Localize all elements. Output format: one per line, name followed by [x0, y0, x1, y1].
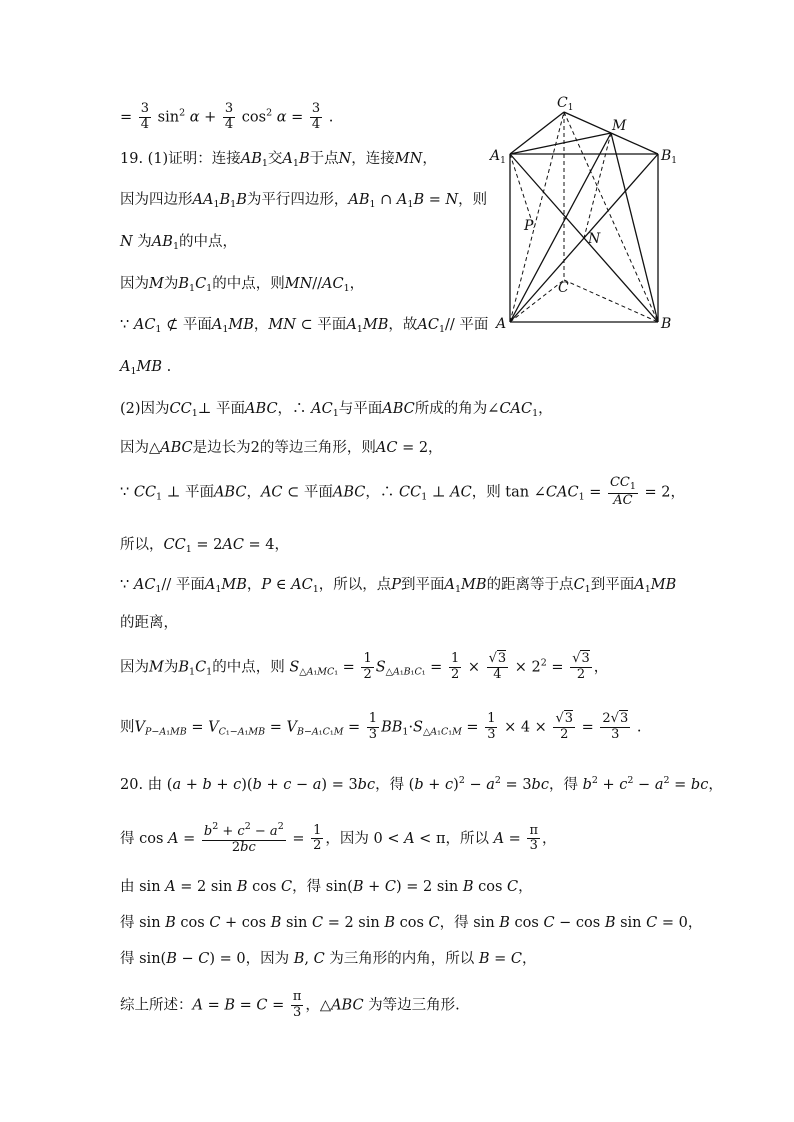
text-line-12: 的距离，	[120, 615, 178, 631]
eq-line-15: 20. 由 (a + b + c)(b + c − a) = 3bc，得 $(b + c)^2 - a^2 = 3bc$，得 $b^2 + c^2 - a^2$ = bc，	[120, 775, 723, 793]
label-B: B	[661, 316, 672, 332]
text-line-10: 所以，$CC_1 = 2AC = 4$，	[120, 537, 290, 555]
text-line-19: 得 sin(B − C) = 0，因为 B, C 为三角形的内角，所以 B = C，	[120, 951, 537, 967]
edge-MB1	[611, 133, 658, 154]
edge-A1C1	[510, 112, 564, 154]
edge-C1M	[564, 112, 611, 133]
eq-line-20: 综上所述：A = B = C = $\frac{\pi}{3}$ ，△ABC 为等边三角形.	[120, 989, 460, 1020]
text-line-17: 由 sin A = 2 sin B cos C，得 sin(B + C) = 2 sin B cos C，	[120, 879, 533, 895]
label-N: N	[588, 231, 601, 247]
label-C1: $C_1$	[557, 95, 574, 113]
text-line-6: $A_1MB$ .	[120, 359, 172, 377]
text-line-8: 因为△ABC是边长为2的等边三角形，则AC = 2，	[120, 440, 443, 456]
eq-line-14: 则$V_{P-A_1MB} = V_{C_1-A_1MB} = V_{B-A_1C_1M}$ = $\frac{1}{3}$ $BB_1\cdot S_{\triangle A_1C_1M}$ = $\frac{1}{3}$ × 4 × $\frac{√3}{2}$ = $\frac{2√3}{3}$ .	[120, 711, 642, 742]
prism-figure	[486, 92, 686, 337]
label-A: A	[496, 316, 507, 332]
eq-line-13: 因为M为$B_1C_1$的中点，则 $S_{\triangle A_1MC_1}$ = $\frac{1}{2}$ $S_{\triangle A_1B_1C_1}$ = $\frac{1}{2}$ × $\frac{√3}{4}$ × $2^2$ = $\frac{√3}{2}$ ，	[120, 651, 609, 682]
label-C: C	[558, 280, 569, 296]
eq-line-16: 得 cos A = $\frac{b^2 + c^2 - a^2}{2bc}$ = $\frac{1}{2}$ ，因为 0 < A < π，所以 A = $\frac{\pi}{3}$ ，	[120, 821, 557, 855]
edge-A1P	[510, 154, 534, 228]
text-line-11: ∵ $AC_1//$ 平面$A_1MB$，P ∈ $AC_1$，所以，点P到平面$A_1MB$的距离等于点$C_1$到平面$A_1MB$	[120, 577, 677, 595]
eq-line-0: = $\frac{3}{4}$ $\sin^2 \alpha$ + $\frac{3}{4}$ $\cos^2 \alpha$ = $\frac{3}{4}$ .	[120, 101, 334, 132]
text-line-7: (2)因为$CC_1\perp$ 平面ABC，∴ $AC_1$与平面ABC所成的角为$\angle CAC_1$，	[120, 401, 553, 419]
label-P: P	[524, 218, 534, 234]
text-line-18: 得 sin B cos C + cos B sin C = 2 sin B cos C，得 sin B cos C − cos B sin C = 0，	[120, 915, 703, 931]
edge-CB	[564, 280, 658, 322]
label-A1: $A_1$	[490, 148, 506, 166]
text-line-3: N 为$AB_1$的中点，	[120, 234, 237, 252]
edge-C1B	[564, 112, 658, 322]
edge-A1M	[510, 133, 611, 154]
edge-AC	[510, 280, 564, 322]
text-line-1: 19. (1)证明：连接$AB_1$交$A_1B$于点N，连接MN，	[120, 151, 437, 169]
label-B1: $B_1$	[661, 148, 678, 166]
text-line-4: 因为M为$B_1C_1$的中点，则$MN//AC_1$，	[120, 276, 365, 294]
eq-line-9: ∵ $CC_1$ ⊥ 平面ABC，AC ⊂ 平面ABC，∴ $CC_1$ ⊥ AC，则 $\tan \angle CAC_1$ = $\frac{CC_1}{AC}$ = 2，	[120, 475, 686, 508]
text-line-5: ∵ $AC_1$ ⊄ 平面$A_1MB$，MN ⊂ 平面$A_1MB$，故$AC_1//$ 平面	[120, 317, 489, 335]
label-M: M	[612, 118, 627, 134]
text-line-2: 因为四边形$AA_1B_1B$为平行四边形，$AB_1$ ∩ $A_1B = N$，则	[120, 192, 488, 210]
